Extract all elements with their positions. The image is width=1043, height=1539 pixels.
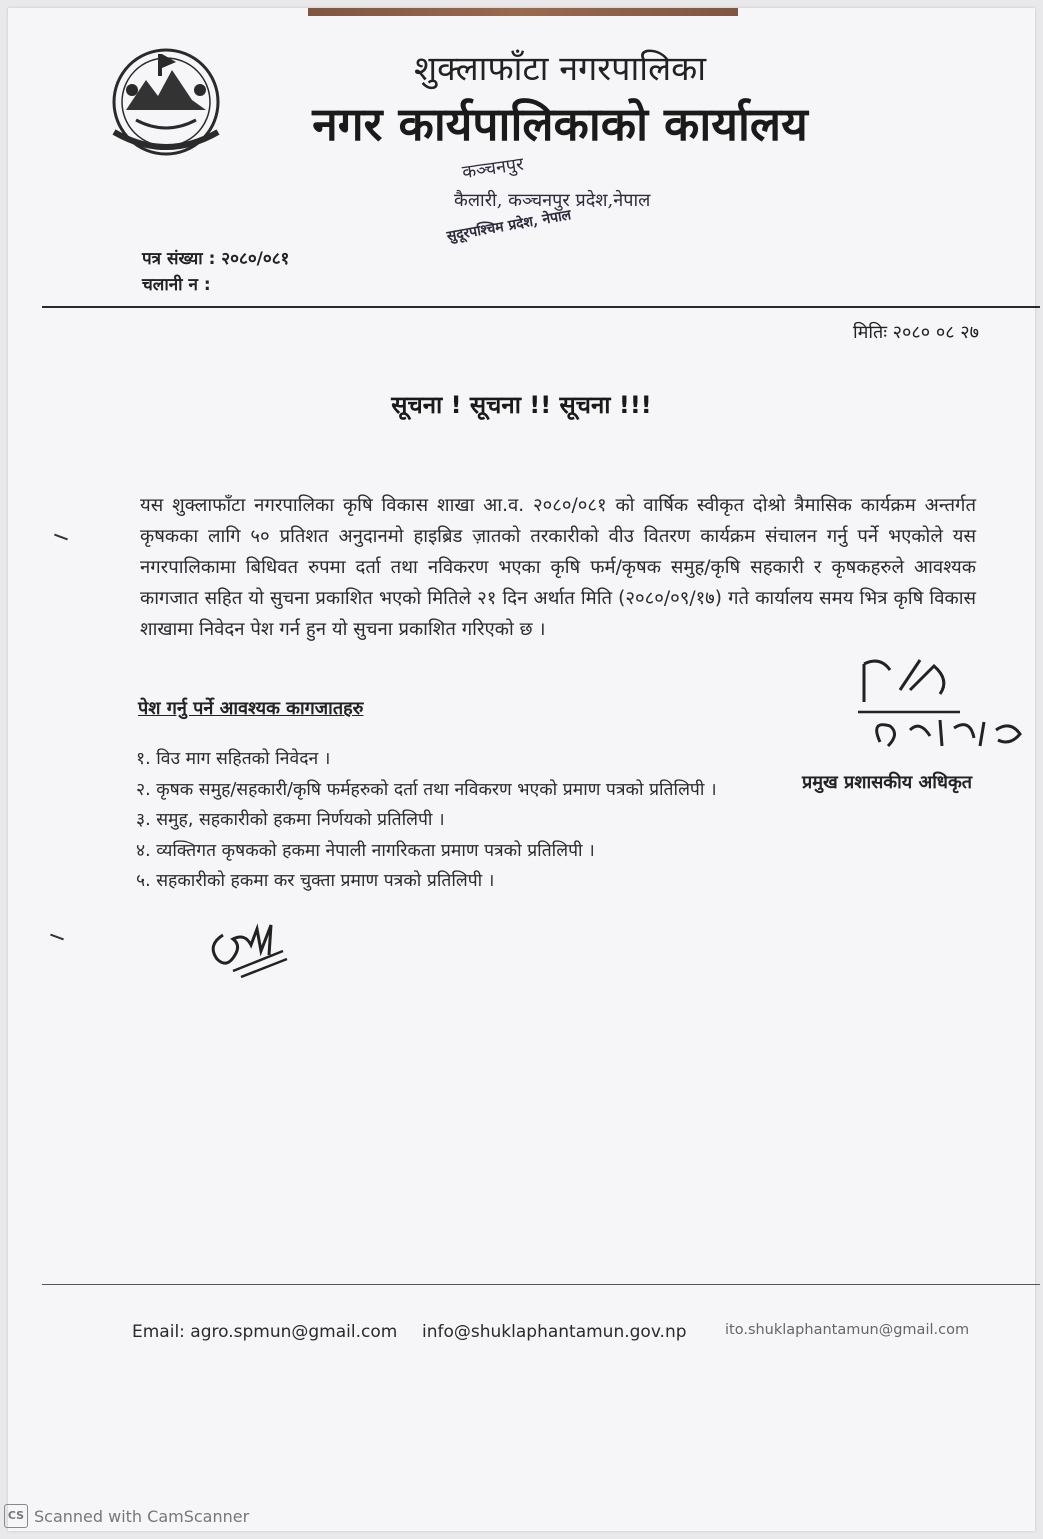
camscanner-watermark — [4, 1504, 249, 1528]
initials-signature-icon — [205, 915, 295, 985]
list-item: १. विउ माग सहितको निवेदन । — [136, 749, 331, 769]
camscanner-logo-icon: CS — [4, 1504, 28, 1528]
documents-heading: पेश गर्नु पर्ने आवश्यक कागजातहरु — [138, 698, 364, 719]
footer-email-ito: ito.shuklaphantamun@gmail.com — [725, 1322, 970, 1338]
documents-list — [136, 744, 717, 897]
list-item: ५. सहकारीको हकमा कर चुक्ता प्रमाण पत्रको प्रतिलिपी । — [136, 871, 495, 891]
stamp-line-3: सुदूरपश्चिम प्रदेश, नेपाल — [445, 207, 573, 245]
footer-divider — [42, 1284, 1040, 1285]
footer-email-agro: Email: agro.spmun@gmail.com — [132, 1322, 398, 1342]
letter-number: पत्र संख्या : २०८०/०८१ — [142, 249, 290, 269]
camscanner-text: Scanned with CamScanner — [34, 1506, 250, 1526]
dispatch-number: चलानी न : — [142, 275, 211, 295]
office-stamp — [442, 152, 672, 252]
stamp-line-1: कञ्चनपुर — [460, 153, 525, 184]
stamp-line-2: कैलारी, कञ्चनपुर प्रदेश,नेपाल — [454, 190, 651, 211]
binding-strip — [308, 8, 738, 16]
officer-title: प्रमुख प्रशासकीय अधिकृत — [802, 772, 973, 793]
office-name: नगर कार्यपालिकाको कार्यालय — [312, 97, 808, 151]
list-item: २. कृषक समुह/सहकारी/कृषि फर्महरुको दर्ता तथा नविकरण भएको प्रमाण पत्रको प्रतिलिपी । — [136, 779, 717, 800]
municipality-name: शुक्लाफाँटा नगरपालिका — [413, 49, 707, 89]
list-item: ३. समुह, सहकारीको हकमा निर्णयको प्रतिलिपी । — [136, 810, 445, 830]
nepal-emblem-icon — [96, 40, 236, 160]
header-divider — [42, 306, 1040, 308]
list-item: ४. व्यक्तिगत कृषकको हकमा नेपाली नागरिकता प्रमाण पत्रको प्रतिलिपी । — [136, 840, 595, 861]
notice-body: यस शुक्लाफाँटा नगरपालिका कृषि विकास शाखा आ.व. २०८०/०८१ को वार्षिक स्वीकृत दोश्रो त्रैमासिक कार्यक्रम अन्तर्गत कृषकका लागि ५० प्रतिशत अनुदानमो हाइब्रिड ज़ातको तरकारीको वीउ वितरण कार्यक्रम संचालन गर्नु पर्ने भएकोले यस नगरपालिकामा बिधिवत रुपमा दर्ता तथा नविकरण भएका कृषि फर्म/कृषक समुह/कृषि सहकारी र कृषकहरुले आवश्यक कागजात सहित यो सुचना प्रकाशित भएको मितिले २१ दिन अर्थात मिति (२०८०/०९/१७) गते कार्यालय समय भित्र कृषि विकास शाखामा निवेदन पेश गर्न हुन यो सुचना प्रकाशित गरिएको छ । — [140, 495, 976, 640]
footer-email-info: info@shuklaphantamun.gov.np — [422, 1322, 687, 1342]
officer-signature-icon — [850, 650, 1040, 760]
letter-date: मितिः २०८० ०८ २७ — [852, 322, 979, 343]
notice-title: सूचना ! सूचना !! सूचना !!! — [391, 391, 652, 419]
